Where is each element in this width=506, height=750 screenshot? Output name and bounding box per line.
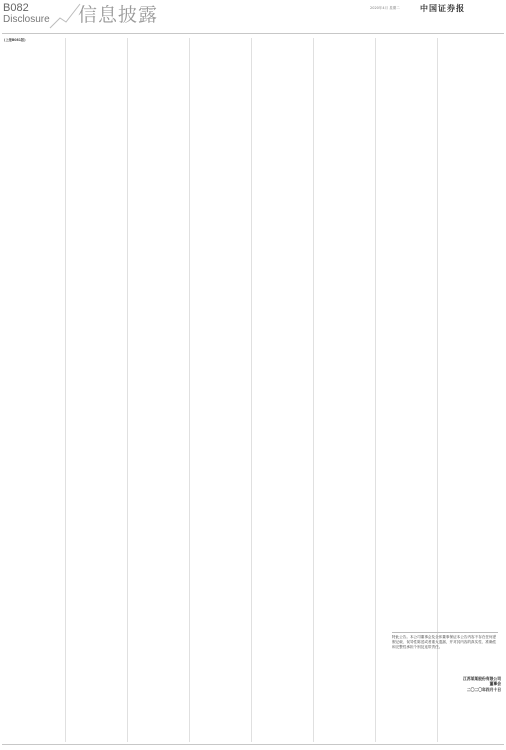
column-divider — [65, 38, 66, 742]
header-rule — [2, 33, 504, 34]
signature-company: 江苏某某股份有限公司 — [463, 676, 501, 681]
signature-date: 二〇二〇年四月十日 — [466, 686, 501, 692]
signature-block — [455, 676, 501, 692]
column-divider — [189, 38, 190, 742]
column-divider — [313, 38, 314, 742]
masthead — [0, 0, 506, 34]
closing-note — [392, 632, 498, 675]
section-name-en: Disclosure — [3, 14, 50, 25]
column-2 — [66, 38, 126, 742]
column-divider — [127, 38, 128, 742]
issue-date: 2020年4月 星期二 — [370, 6, 400, 10]
column-6 — [314, 38, 374, 742]
column-divider — [251, 38, 252, 742]
column-1 — [4, 38, 64, 742]
closing-note-text: 特此公告。本公司董事会及全体董事保证本公告内容不存在任何虚假记载、误导性陈述或者重大遗漏，并对其内容的真实性、准确性和完整性承担个别及连带责任。 — [392, 635, 497, 650]
column-divider — [375, 38, 376, 742]
page-number: B082 — [3, 2, 29, 14]
chart-line-icon — [48, 0, 82, 30]
section-name-cn: 信息披露 — [78, 4, 159, 26]
signature-board: 董事会 — [489, 681, 501, 687]
continued-from-label: (上接B081版) — [4, 38, 26, 42]
newspaper-logo: 中国证券报 — [420, 3, 465, 13]
column-4 — [190, 38, 250, 742]
footer-rule — [2, 744, 504, 745]
column-3 — [128, 38, 188, 742]
column-5 — [252, 38, 312, 742]
